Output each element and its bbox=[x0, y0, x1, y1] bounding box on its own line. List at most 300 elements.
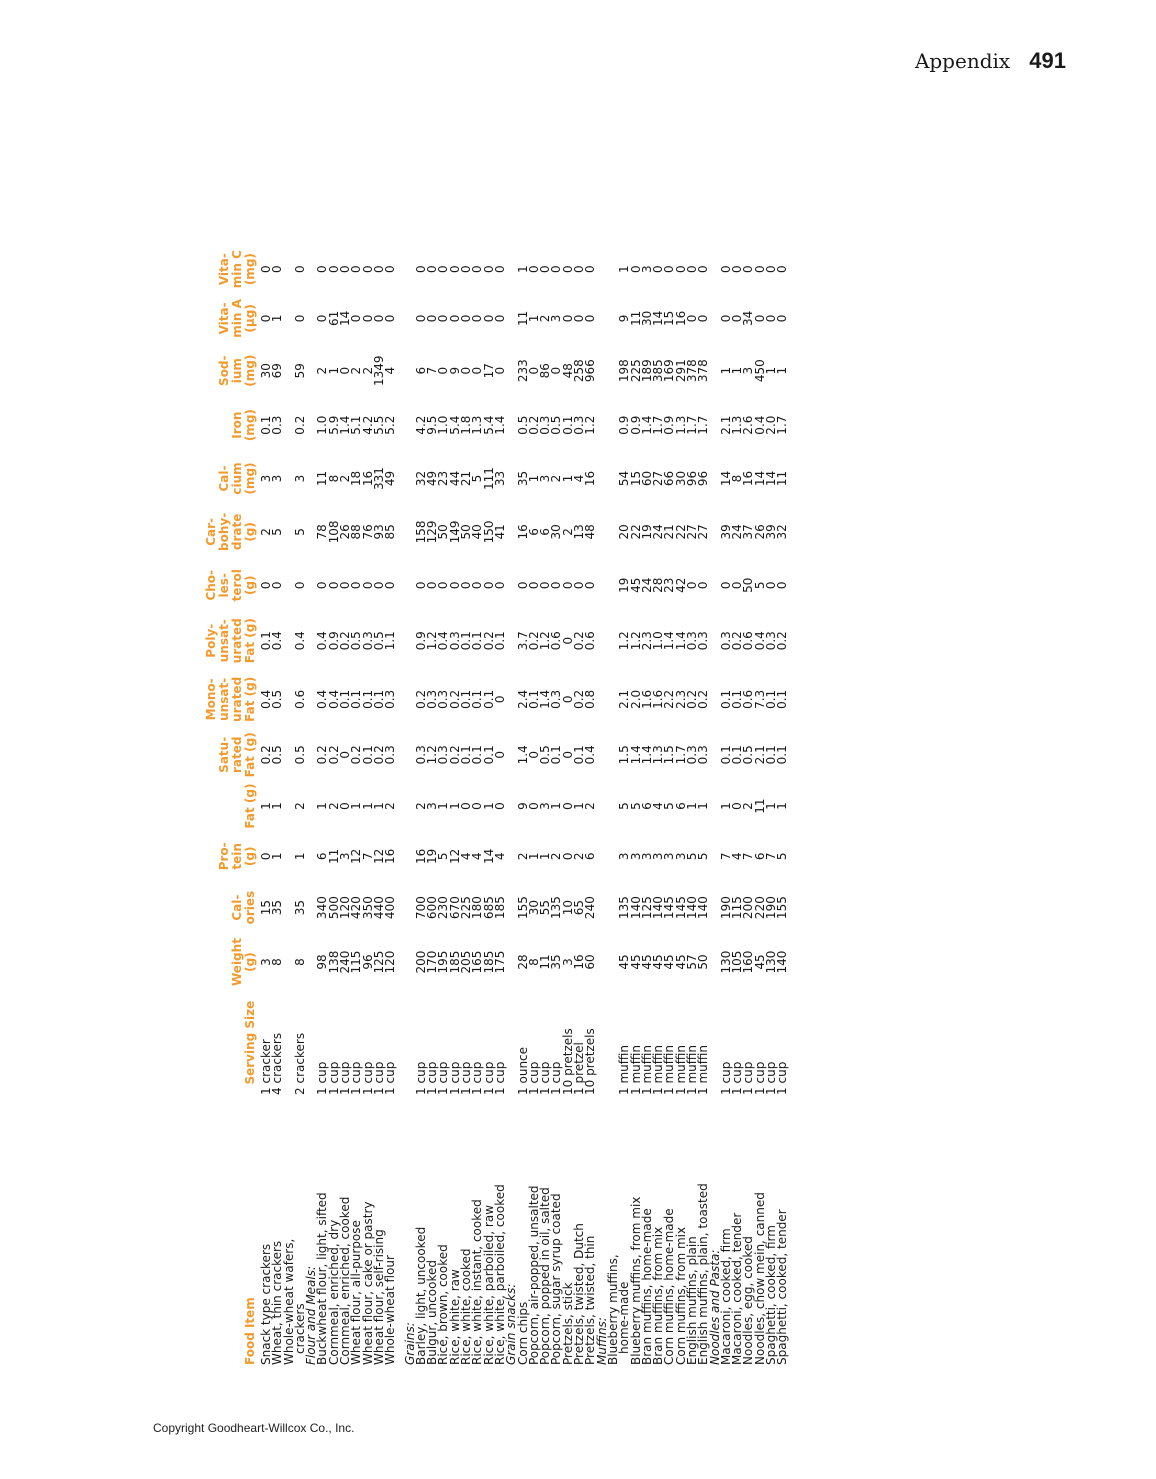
serving-size: 2 crackers bbox=[292, 1032, 307, 1095]
saturated-fat-cell: 1.5 bbox=[617, 745, 632, 765]
vitamin-c-cell: 0 bbox=[338, 265, 353, 273]
saturated-fat-cell bbox=[597, 729, 608, 781]
copyright-notice: Copyright Goodheart-Willcox Co., Inc. bbox=[153, 1421, 355, 1435]
polyunsaturated-fat-cell: 0.2 bbox=[526, 631, 541, 651]
calcium-cell: 49 bbox=[383, 470, 398, 487]
calcium-cell: 49 bbox=[425, 470, 440, 487]
food-item: Grain snacks: bbox=[504, 1283, 519, 1365]
sodium-cell: 0 bbox=[526, 366, 541, 375]
iron-cell: 0.5 bbox=[549, 415, 564, 435]
carbohydrate-cell: 22 bbox=[673, 524, 688, 540]
iron-cell: 1.3 bbox=[470, 415, 485, 435]
sodium-cell: 198 bbox=[617, 359, 632, 383]
vitamin-c-cell: 0 bbox=[549, 265, 564, 273]
carbohydrate-cell: 150 bbox=[481, 520, 496, 544]
vitamin-c-cell: 0 bbox=[459, 265, 474, 273]
header-weight: Weight (g) bbox=[230, 938, 257, 986]
serving-size: 1 cup bbox=[425, 1061, 440, 1095]
polyunsaturated-fat-cell: 0.6 bbox=[583, 631, 598, 651]
protein-cell bbox=[597, 831, 608, 881]
polyunsaturated-fat-cell: 1.2 bbox=[617, 631, 632, 651]
vitamin-c-cell: 0 bbox=[752, 265, 767, 273]
fat-cell: 1 bbox=[315, 802, 330, 810]
polyunsaturated-fat-cell: 0.6 bbox=[549, 631, 564, 651]
polyunsaturated-fat-cell: 0.9 bbox=[413, 631, 428, 651]
cholesterol-cell: 0 bbox=[425, 581, 440, 590]
fat-cell: 6 bbox=[639, 802, 654, 810]
calories-cell: 115 bbox=[730, 896, 745, 920]
sodium-cell: 2 bbox=[315, 366, 330, 375]
vitamin-a-cell: 0 bbox=[459, 314, 474, 323]
carbohydrate-cell: 30 bbox=[549, 524, 564, 540]
vitamin-c-cell: 0 bbox=[270, 265, 285, 273]
protein-cell: 1 bbox=[292, 852, 307, 861]
saturated-fat-cell: 0.1 bbox=[481, 745, 496, 765]
serving-size: 1 cup bbox=[470, 1061, 485, 1095]
weight-cell: 3 bbox=[560, 958, 575, 966]
vitamin-c-cell: 0 bbox=[349, 265, 364, 273]
header-carbohydrate: Car- bohy- drate (g) bbox=[204, 512, 257, 551]
polyunsaturated-fat-cell: 0.5 bbox=[349, 631, 364, 651]
saturated-fat-cell: 2.1 bbox=[752, 745, 767, 765]
monounsaturated-fat-cell: 2.2 bbox=[662, 689, 677, 709]
table-row bbox=[295, 245, 306, 1365]
weight-cell: 8 bbox=[270, 958, 285, 966]
header-saturated-fat: Satu- rated Fat (g) bbox=[217, 732, 257, 778]
vitamin-a-cell: 0 bbox=[292, 314, 307, 323]
carbohydrate-cell: 37 bbox=[741, 524, 756, 540]
monounsaturated-fat-cell: 0.4 bbox=[315, 689, 330, 709]
protein-cell: 16 bbox=[383, 848, 398, 864]
calories-cell: 140 bbox=[651, 896, 666, 920]
calcium-cell: 111 bbox=[481, 467, 496, 490]
protein-cell: 7 bbox=[741, 852, 756, 861]
carbohydrate-cell: 21 bbox=[662, 524, 677, 540]
calories-cell: 700 bbox=[413, 896, 428, 920]
carbohydrate-cell: 32 bbox=[775, 524, 790, 540]
vitamin-a-cell: 0 bbox=[684, 314, 699, 323]
weight-cell: 3 bbox=[259, 958, 273, 966]
serving-size: 1 muffin bbox=[696, 1045, 711, 1095]
polyunsaturated-fat-cell: 0.3 bbox=[718, 631, 733, 651]
monounsaturated-fat-cell bbox=[597, 670, 608, 729]
cholesterol-cell: 0 bbox=[549, 581, 564, 590]
serving-size: 1 cup bbox=[360, 1061, 375, 1095]
serving-size: 1 cup bbox=[752, 1061, 767, 1095]
serving-size: 1 muffin bbox=[651, 1045, 666, 1095]
sodium-cell: 385 bbox=[651, 359, 666, 383]
calories-cell: 155 bbox=[515, 896, 530, 920]
polyunsaturated-fat-cell: 1.4 bbox=[662, 631, 677, 651]
vitamin-a-cell: 1 bbox=[270, 314, 285, 323]
protein-cell: 6 bbox=[752, 852, 767, 861]
weight-cell: 45 bbox=[651, 954, 666, 970]
sodium-cell: 30 bbox=[259, 363, 273, 379]
vitamin-c-cell: 0 bbox=[326, 265, 341, 273]
polyunsaturated-fat-cell: 0.4 bbox=[752, 631, 767, 651]
calories-cell: 145 bbox=[662, 896, 677, 920]
saturated-fat-cell: 1.3 bbox=[651, 745, 666, 765]
fat-cell: 2 bbox=[413, 802, 428, 810]
calories-cell: 420 bbox=[349, 896, 364, 920]
serving-size: 1 cup bbox=[730, 1061, 745, 1095]
monounsaturated-fat-cell: 0.3 bbox=[425, 689, 440, 709]
vitamin-c-cell: 0 bbox=[662, 265, 677, 273]
calcium-cell: 8 bbox=[730, 474, 745, 483]
food-item: Rice, white, raw bbox=[447, 1269, 462, 1365]
vitamin-a-cell: 0 bbox=[583, 314, 598, 323]
calcium-cell: 14 bbox=[718, 470, 733, 487]
vitamin-c-cell: 0 bbox=[730, 265, 745, 273]
section-row bbox=[597, 245, 608, 1365]
protein-cell: 3 bbox=[338, 852, 353, 861]
protein-cell: 2 bbox=[515, 852, 530, 861]
vitamin-a-cell: 0 bbox=[470, 314, 485, 323]
cholesterol-cell: 42 bbox=[673, 577, 688, 593]
cholesterol-cell: 0 bbox=[492, 581, 507, 590]
fat-cell: 0 bbox=[730, 802, 745, 810]
weight-cell: 28 bbox=[515, 954, 530, 970]
calories-cell: 55 bbox=[538, 899, 553, 916]
header-fat: Fat (g) bbox=[243, 783, 257, 829]
vitamin-c-cell: 0 bbox=[436, 265, 451, 273]
calories-cell: 30 bbox=[526, 899, 541, 916]
weight-cell: 175 bbox=[492, 950, 507, 974]
monounsaturated-fat-cell: 0.1 bbox=[718, 689, 733, 709]
monounsaturated-fat-cell: 0.3 bbox=[383, 689, 398, 709]
food-item: Whole-wheat wafers, bbox=[281, 1238, 296, 1365]
cholesterol-cell: 0 bbox=[292, 581, 307, 590]
sodium-cell: 59 bbox=[292, 363, 307, 379]
sodium-cell: 169 bbox=[662, 359, 677, 383]
vitamin-a-cell: 1 bbox=[526, 314, 541, 323]
carbohydrate-cell: 2 bbox=[259, 528, 273, 536]
vitamin-c-cell: 0 bbox=[470, 265, 485, 273]
cholesterol-cell: 23 bbox=[662, 577, 677, 593]
fat-cell: 1 bbox=[684, 802, 699, 810]
serving-size: 1 pretzel bbox=[572, 1042, 587, 1095]
calcium-cell: 5 bbox=[470, 474, 485, 483]
monounsaturated-fat-cell: 0 bbox=[560, 695, 575, 704]
iron-cell bbox=[597, 398, 608, 452]
monounsaturated-fat-cell: 0.8 bbox=[583, 689, 598, 709]
cholesterol-cell: 28 bbox=[651, 577, 666, 593]
vitamin-c-cell: 0 bbox=[673, 265, 688, 273]
food-item: Corn muffins, home-made bbox=[662, 1208, 677, 1365]
polyunsaturated-fat-cell: 3.7 bbox=[515, 631, 530, 651]
cholesterol-cell: 0 bbox=[538, 581, 553, 590]
sodium-cell: 966 bbox=[583, 359, 598, 383]
weight-cell: 105 bbox=[730, 950, 745, 974]
sodium-cell: 0 bbox=[338, 366, 353, 375]
iron-cell: 5.9 bbox=[326, 415, 341, 435]
vitamin-c-cell: 0 bbox=[696, 265, 711, 273]
carbohydrate-cell: 41 bbox=[492, 524, 507, 540]
vitamin-c-cell: 0 bbox=[764, 265, 779, 273]
vitamin-c-cell: 0 bbox=[259, 265, 273, 273]
iron-cell: 0.9 bbox=[628, 415, 643, 435]
monounsaturated-fat-cell: 0 bbox=[492, 695, 507, 704]
calcium-cell: 2 bbox=[549, 474, 564, 483]
header-monounsaturated-fat: Mono- unsat- urated Fat (g) bbox=[204, 676, 257, 722]
weight-cell: 160 bbox=[741, 950, 756, 974]
saturated-fat-cell: 0 bbox=[338, 750, 353, 759]
header-serving: Serving Size bbox=[243, 1000, 257, 1085]
carbohydrate-cell: 158 bbox=[413, 520, 428, 544]
food-item: Popcorn, air-popped, unsalted bbox=[526, 1185, 541, 1365]
vitamin-c-cell: 0 bbox=[741, 265, 756, 273]
saturated-fat-cell: 1.4 bbox=[515, 745, 530, 765]
sodium-cell: 2 bbox=[349, 366, 364, 375]
vitamin-c-cell: 0 bbox=[684, 265, 699, 273]
protein-cell: 2 bbox=[572, 852, 587, 861]
sodium-cell: 450 bbox=[752, 359, 767, 383]
saturated-fat-cell: 0.1 bbox=[549, 745, 564, 765]
protein-cell: 4 bbox=[470, 852, 485, 861]
monounsaturated-fat-cell: 0.3 bbox=[549, 689, 564, 709]
food-item: Spaghetti, cooked, firm bbox=[764, 1225, 779, 1365]
serving-size: 4 crackers bbox=[270, 1032, 285, 1095]
calories-cell: 230 bbox=[436, 896, 451, 920]
protein-cell: 4 bbox=[459, 852, 474, 861]
monounsaturated-fat-cell: 0.4 bbox=[259, 689, 273, 709]
calcium-cell: 3 bbox=[259, 474, 273, 483]
calcium-cell: 33 bbox=[492, 470, 507, 487]
vitamin-a-cell: 0 bbox=[425, 314, 440, 323]
iron-cell: 0.1 bbox=[259, 415, 273, 435]
calories-cell: 65 bbox=[572, 899, 587, 916]
protein-cell: 3 bbox=[673, 852, 688, 861]
fat-cell: 0 bbox=[459, 802, 474, 810]
vitamin-a-cell: 0 bbox=[413, 314, 428, 323]
fat-cell: 1 bbox=[259, 802, 273, 810]
cholesterol-cell: 0 bbox=[470, 581, 485, 590]
fat-cell: 2 bbox=[383, 802, 398, 810]
sodium-cell: 4 bbox=[383, 366, 398, 375]
food-item: Popcorn, sugar syrup coated bbox=[549, 1193, 564, 1365]
cholesterol-cell: 0 bbox=[764, 581, 779, 590]
iron-cell: 1.4 bbox=[639, 415, 654, 435]
vitamin-a-cell: 61 bbox=[326, 310, 341, 327]
calories-cell: 685 bbox=[481, 896, 496, 920]
serving-size: 1 cup bbox=[315, 1061, 330, 1095]
protein-cell: 5 bbox=[775, 852, 790, 861]
monounsaturated-fat-cell: 0.2 bbox=[413, 689, 428, 709]
vitamin-c-cell: 0 bbox=[360, 265, 375, 273]
fat-cell: 0 bbox=[560, 802, 575, 810]
protein-cell: 1 bbox=[538, 852, 553, 861]
fat-cell: 5 bbox=[617, 802, 632, 810]
carbohydrate-cell: 19 bbox=[639, 524, 654, 540]
monounsaturated-fat-cell: 0.3 bbox=[436, 689, 451, 709]
fat-cell: 0 bbox=[338, 802, 353, 810]
food-item: Flour and Meals: bbox=[304, 1265, 319, 1365]
serving-size: 1 cup bbox=[741, 1061, 756, 1095]
calcium-cell: 11 bbox=[775, 470, 790, 487]
sodium-cell: 3 bbox=[741, 366, 756, 375]
polyunsaturated-fat-cell: 0.4 bbox=[270, 631, 285, 651]
weight-cell: 130 bbox=[718, 950, 733, 974]
iron-cell: 1.8 bbox=[459, 415, 474, 435]
vitamin-a-cell: 0 bbox=[315, 314, 330, 323]
food-item: Pretzels, twisted, thin bbox=[583, 1235, 598, 1365]
iron-cell: 1.3 bbox=[730, 415, 745, 435]
calories-cell: 10 bbox=[560, 899, 575, 916]
sodium-cell bbox=[597, 344, 608, 398]
calcium-cell: 3 bbox=[292, 474, 307, 483]
spacer-row bbox=[397, 245, 405, 1365]
cholesterol-cell: 0 bbox=[775, 581, 790, 590]
serving-size: 1 cup bbox=[526, 1061, 541, 1095]
serving-size: 1 cracker bbox=[259, 1039, 273, 1095]
cholesterol-cell: 0 bbox=[730, 581, 745, 590]
calcium-cell: 66 bbox=[662, 470, 677, 487]
vitamin-a-cell: 0 bbox=[360, 314, 375, 323]
fat-cell: 5 bbox=[662, 802, 677, 810]
cholesterol-cell: 0 bbox=[371, 581, 386, 590]
weight-cell: 165 bbox=[470, 950, 485, 974]
vitamin-c-cell: 0 bbox=[413, 265, 428, 273]
cholesterol-cell: 0 bbox=[338, 581, 353, 590]
calories-cell: 125 bbox=[639, 896, 654, 920]
weight-cell: 125 bbox=[371, 950, 386, 974]
polyunsaturated-fat-cell: 1.0 bbox=[651, 631, 666, 651]
sodium-cell: 2 bbox=[360, 366, 375, 375]
calories-cell: 15 bbox=[259, 899, 273, 916]
calcium-cell: 14 bbox=[752, 470, 767, 487]
vitamin-c-cell: 0 bbox=[718, 265, 733, 273]
monounsaturated-fat-cell: 0.6 bbox=[741, 689, 756, 709]
polyunsaturated-fat-cell: 0.1 bbox=[259, 631, 273, 651]
polyunsaturated-fat-cell: 1.4 bbox=[673, 631, 688, 651]
sodium-cell: 1 bbox=[718, 366, 733, 375]
saturated-fat-cell: 0.3 bbox=[383, 745, 398, 765]
calcium-cell: 1 bbox=[526, 474, 541, 483]
saturated-fat-cell: 0.1 bbox=[730, 745, 745, 765]
calcium-cell: 44 bbox=[447, 470, 462, 487]
polyunsaturated-fat-cell: 0.6 bbox=[741, 631, 756, 651]
iron-cell: 0.3 bbox=[270, 415, 285, 435]
monounsaturated-fat-cell: 0.1 bbox=[764, 689, 779, 709]
vitamin-c-cell: 1 bbox=[515, 265, 530, 273]
serving-size: 1 ounce bbox=[515, 1046, 530, 1095]
carbohydrate-cell: 149 bbox=[447, 520, 462, 544]
serving-size: 1 cup bbox=[371, 1061, 386, 1095]
calories-cell: 140 bbox=[684, 896, 699, 920]
calories-cell: 135 bbox=[549, 896, 564, 920]
header-row bbox=[205, 245, 261, 1365]
fat-cell: 1 bbox=[775, 802, 790, 810]
food-item: Noodles, egg, cooked bbox=[741, 1236, 756, 1365]
serving-size: 1 cup bbox=[549, 1061, 564, 1095]
sodium-cell: 69 bbox=[270, 363, 285, 379]
carbohydrate-cell: 76 bbox=[360, 524, 375, 540]
iron-cell: 4.2 bbox=[413, 415, 428, 435]
cholesterol-cell: 0 bbox=[447, 581, 462, 590]
food-item: home-made bbox=[617, 1281, 632, 1354]
calcium-cell: 11 bbox=[315, 470, 330, 487]
fat-cell: 2 bbox=[583, 802, 598, 810]
cholesterol-cell: 19 bbox=[617, 577, 632, 593]
cholesterol-cell: 0 bbox=[349, 581, 364, 590]
saturated-fat-cell: 0 bbox=[560, 750, 575, 759]
protein-cell: 4 bbox=[730, 852, 745, 861]
food-item: Barley, light, uncooked bbox=[413, 1226, 428, 1365]
cholesterol-cell: 0 bbox=[515, 581, 530, 590]
sodium-cell: 1 bbox=[764, 366, 779, 375]
iron-cell: 2.0 bbox=[764, 415, 779, 435]
saturated-fat-cell: 0.1 bbox=[764, 745, 779, 765]
serving-size: 1 cup bbox=[775, 1061, 790, 1095]
calories-cell: 220 bbox=[752, 896, 767, 920]
protein-cell: 0 bbox=[259, 852, 273, 861]
serving-size: 1 cup bbox=[349, 1061, 364, 1095]
serving-size: 1 cup bbox=[413, 1061, 428, 1095]
food-item: Rice, white, parboiled, raw bbox=[481, 1204, 496, 1365]
vitamin-a-cell: 0 bbox=[764, 314, 779, 323]
weight-cell: 120 bbox=[383, 950, 398, 974]
sodium-cell: 1349 bbox=[371, 355, 386, 386]
saturated-fat-cell: 0.3 bbox=[696, 745, 711, 765]
food-item: Macaroni, cooked, firm bbox=[718, 1228, 733, 1365]
serving-size: 1 muffin bbox=[639, 1045, 654, 1095]
weight-cell: 200 bbox=[413, 950, 428, 974]
food-item: crackers bbox=[292, 1303, 307, 1354]
saturated-fat-cell: 0.1 bbox=[360, 745, 375, 765]
carbohydrate-cell: 22 bbox=[628, 524, 643, 540]
calcium-cell: 96 bbox=[696, 470, 711, 487]
polyunsaturated-fat-cell: 0.2 bbox=[572, 631, 587, 651]
fat-cell: 0 bbox=[470, 802, 485, 810]
iron-cell: 5.4 bbox=[447, 415, 462, 435]
vitamin-a-cell: 14 bbox=[338, 310, 353, 327]
vitamin-a-cell: 0 bbox=[752, 314, 767, 323]
serving-size: 1 cup bbox=[447, 1061, 462, 1095]
fat-cell: 1 bbox=[360, 802, 375, 810]
fat-cell: 11 bbox=[752, 798, 767, 814]
section-title: Appendix bbox=[914, 49, 1011, 73]
carbohydrate-cell: 5 bbox=[270, 528, 285, 536]
cholesterol-cell: 0 bbox=[315, 581, 330, 590]
monounsaturated-fat-cell: 0.2 bbox=[696, 689, 711, 709]
vitamin-c-cell: 0 bbox=[775, 265, 790, 273]
header-polyunsaturated-fat: Poly- unsat- urated Fat (g) bbox=[204, 618, 257, 664]
iron-cell: 0.1 bbox=[560, 415, 575, 435]
carbohydrate-cell: 85 bbox=[383, 524, 398, 540]
vitamin-c-cell: 0 bbox=[538, 265, 553, 273]
polyunsaturated-fat-cell: 0.2 bbox=[338, 631, 353, 651]
sodium-cell: 1 bbox=[775, 366, 790, 375]
food-item: Rice, white, cooked bbox=[459, 1248, 474, 1365]
fat-cell: 1 bbox=[349, 802, 364, 810]
table-row bbox=[385, 245, 396, 1365]
saturated-fat-cell: 1.2 bbox=[425, 745, 440, 765]
weight-cell: 16 bbox=[572, 954, 587, 970]
calcium-cell: 60 bbox=[639, 470, 654, 487]
iron-cell: 0.5 bbox=[515, 415, 530, 435]
vitamin-c-cell: 0 bbox=[315, 265, 330, 273]
vitamin-a-cell: 16 bbox=[673, 310, 688, 327]
table-row bbox=[777, 245, 788, 1365]
fat-cell bbox=[597, 781, 608, 831]
header-calories: Cal- ories bbox=[230, 890, 257, 925]
monounsaturated-fat-cell: 0.5 bbox=[270, 689, 285, 709]
vitamin-c-cell: 0 bbox=[481, 265, 496, 273]
cholesterol-cell: 0 bbox=[413, 581, 428, 590]
vitamin-a-cell: 0 bbox=[259, 314, 273, 323]
cholesterol-cell: 0 bbox=[583, 581, 598, 590]
sodium-cell: 0 bbox=[436, 366, 451, 375]
